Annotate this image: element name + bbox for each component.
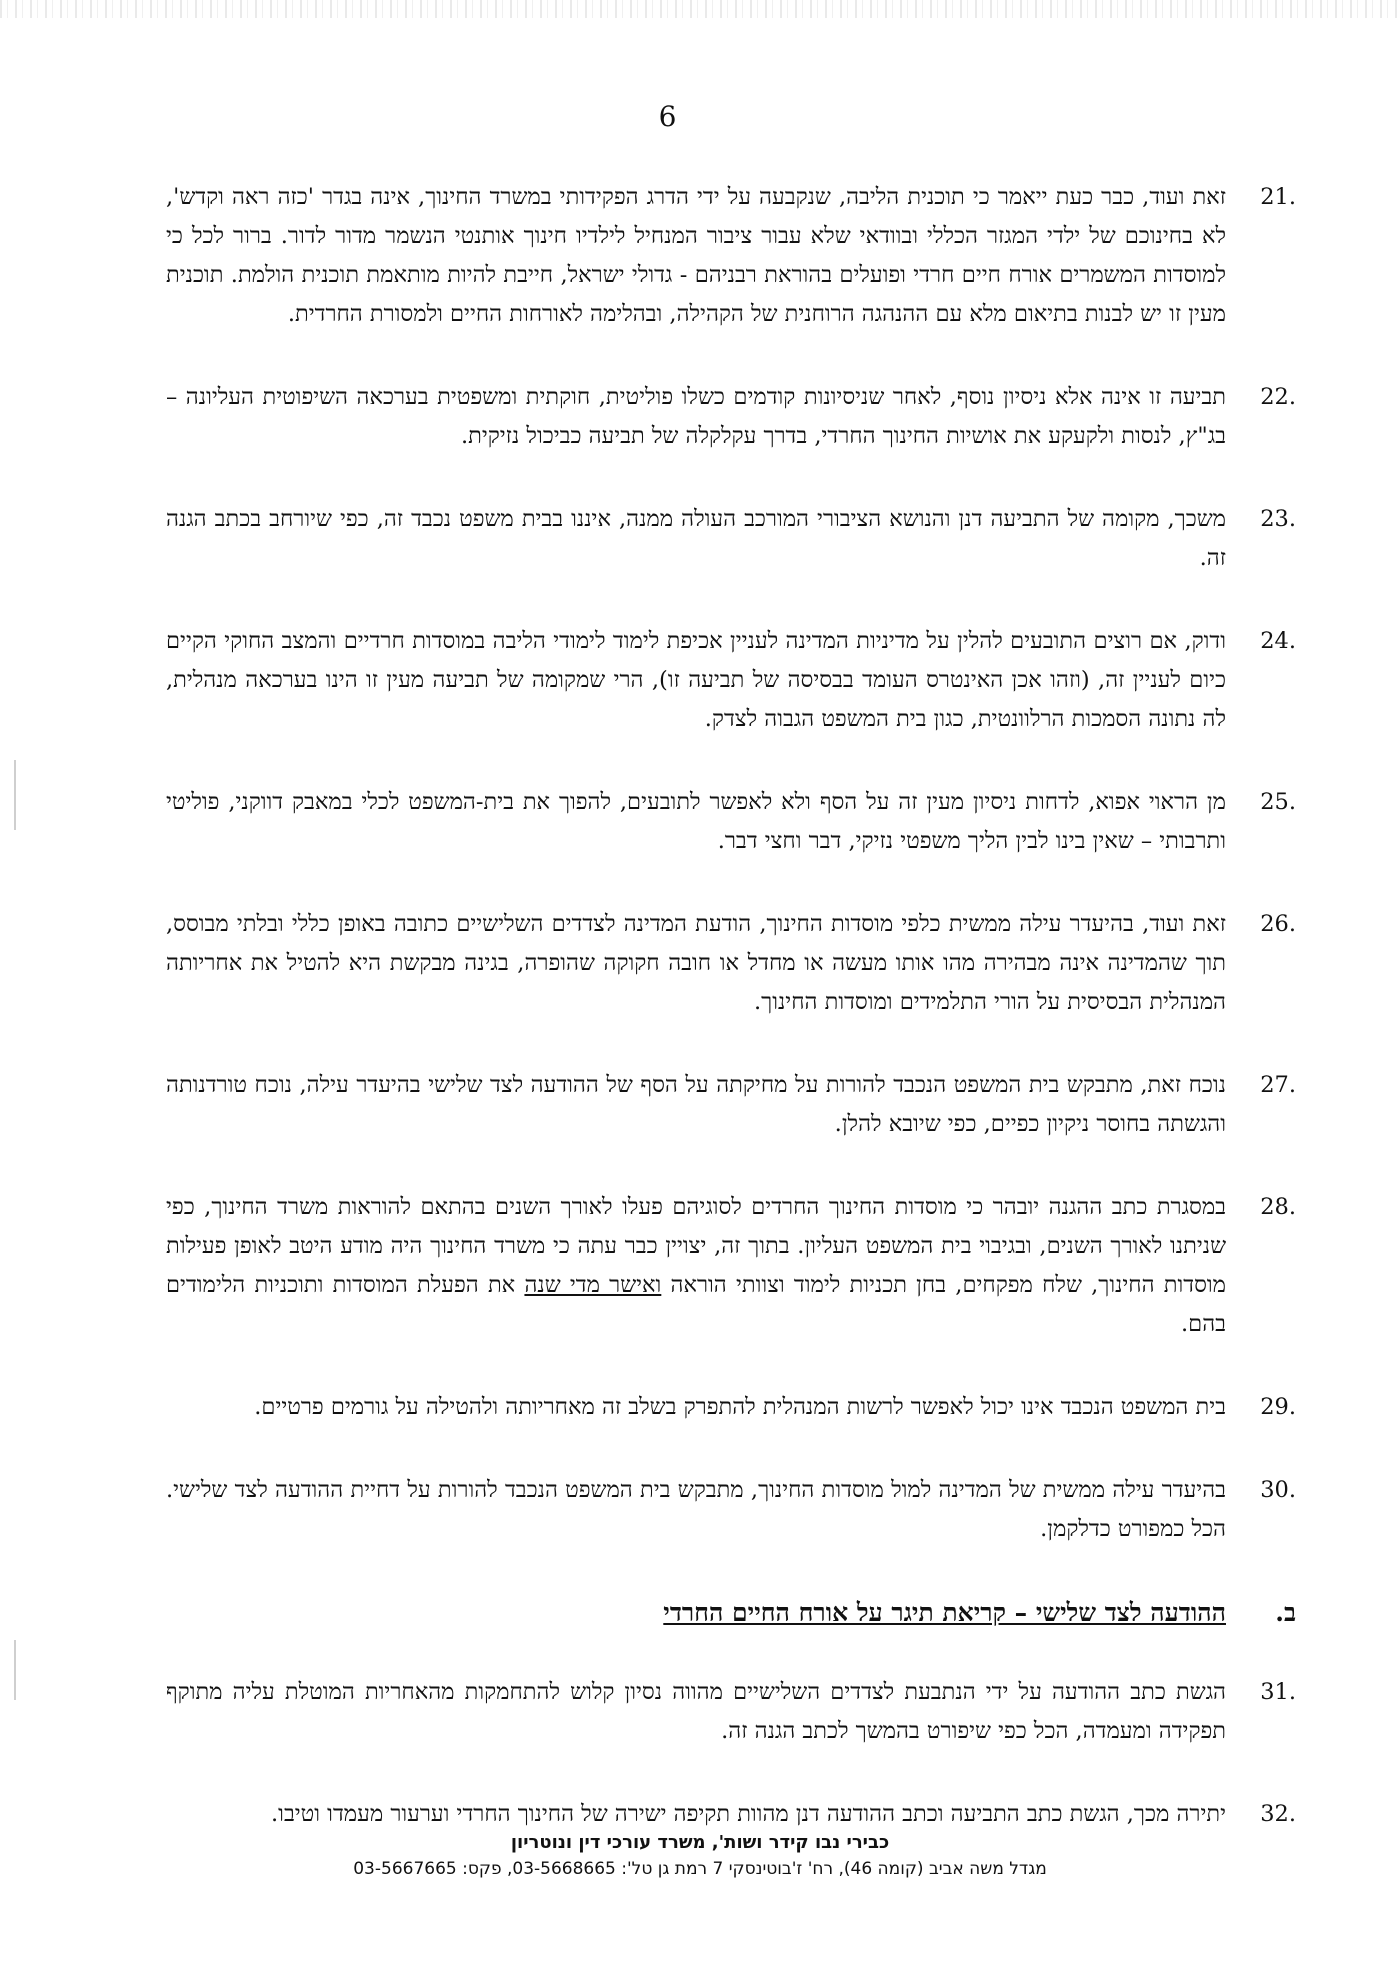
paragraph-number: 22. xyxy=(1260,384,1296,410)
paragraph-text-continued: את הפעלת המוסדות ותוכניות הלימודים בהם. xyxy=(166,1272,1226,1337)
paragraph-number: 31. xyxy=(1260,1679,1296,1705)
paragraph-number: 25. xyxy=(1260,789,1296,815)
paragraph-number: 29. xyxy=(1260,1394,1296,1420)
paragraph-text: הגשת כתב ההודעה על ידי הנתבעת לצדדים השלישיים מהווה נסיון קלוש להתחמקות מהאחריות המוטלת עליה מתוקף תפקידה ומעמדה, הכל כפי שיפורט בהמשך לכתב הגנה זה. xyxy=(166,1679,1226,1744)
paragraph-text: תביעה זו אינה אלא ניסיון נוסף, לאחר שניסיונות קודמים כשלו פוליטית, חוקתית ומשפטית בערכאה השיפוטית העליונה – בג"ץ, לנסות ולקעקע את אושיות החינוך החרדי, בדרך עקלקלה של תביעה כביכול נזיקית. xyxy=(166,384,1226,449)
scan-margin-mark xyxy=(14,1640,16,1700)
underlined-phrase: ואישר מדי שנה xyxy=(524,1272,662,1298)
paragraph-number: 32. xyxy=(1260,1801,1296,1827)
paragraph-number: 23. xyxy=(1260,506,1296,532)
paragraph-27 xyxy=(166,1066,1296,1144)
paragraph-29 xyxy=(166,1388,1296,1427)
paragraph-text: ודוק, אם רוצים התובעים להלין על מדיניות המדינה לעניין אכיפת לימוד לימודי הליבה במוסדות חרדיים והמצב החוקי הקיים כיום לעניין זה, (וזהו אכן האינטרס העומד בבסיסה של תביעה זו), הרי שמקומה של תביעה מעין זו הינו בערכאה מנהלית, לה נתונה הסמכות הרלוונטית, כגון בית המשפט הגבוה לצדק. xyxy=(166,628,1226,732)
paragraph-number: 30. xyxy=(1260,1477,1296,1503)
paragraph-text: בהיעדר עילה ממשית של המדינה למול מוסדות החינוך, מתבקש בית המשפט הנכבד להורות על דחיית ההודעה לצד שלישי. הכל כמפורט כדלקמן. xyxy=(166,1477,1226,1542)
section-heading-b xyxy=(166,1593,1296,1633)
paragraph-30 xyxy=(166,1471,1296,1549)
paragraph-32 xyxy=(166,1795,1296,1834)
paragraph-text: זאת ועוד, כבר כעת ייאמר כי תוכנית הליבה, שנקבעה על ידי הדרג הפקידותי במשרד החינוך, אינה בגדר 'כזה ראה וקדש', לא בחינוכם של ילדי המגזר הכללי ובוודאי שלא עבור ציבור המנחיל לילדיו חינוך אותנטי הנשמר מדור לדור. ברור לכל כי למוסדות המשמרים אורח חיים חרדי ופועלים בהוראת רבניהם - גדולי ישראל, חייבת להיות מותאמת תוכנית הולמת. תוכנית מעין זו יש לבנות בתיאום מלא עם ההנהגה הרוחנית של הקהילה, ובהלימה לאורחות החיים ולמסורת החרדית. xyxy=(166,184,1226,327)
paragraph-26 xyxy=(166,905,1296,1022)
scan-margin-mark xyxy=(14,760,16,830)
footer-address: מגדל משה אביב (קומה 46), רח' ז'בוטינסקי 7 רמת גן טל': 03-5668665, פקס: 03-5667665 xyxy=(353,1859,1047,1879)
section-letter: ב. xyxy=(1275,1598,1296,1627)
paragraph-text: נוכח זאת, מתבקש בית המשפט הנכבד להורות על מחיקתה על הסף של ההודעה לצד שלישי בהיעדר עילה, נוכח טורדנותה והגשתה בחוסר ניקיון כפיים, כפי שיובא להלן. xyxy=(166,1072,1226,1137)
paragraph-28 xyxy=(166,1188,1296,1344)
paragraph-number: 26. xyxy=(1260,911,1296,937)
paragraph-text: בית המשפט הנכבד אינו יכול לאפשר לרשות המנהלית להתפרק בשלב זה מאחריותה ולהטילה על גורמים פרטיים. xyxy=(254,1394,1226,1420)
page-number: 6 xyxy=(658,100,677,133)
paragraph-number: 24. xyxy=(1260,628,1296,654)
paragraph-22 xyxy=(166,378,1296,456)
paragraph-number: 27. xyxy=(1260,1072,1296,1098)
document-body xyxy=(166,178,1296,1878)
section-title: ההודעה לצד שלישי – קריאת תיגר על אורח החיים החרדי xyxy=(663,1598,1226,1627)
paragraph-text: משכך, מקומה של התביעה דנן והנושא הציבורי המורכב העולה ממנה, איננו בבית משפט נכבד זה, כפי שיורחב בכתב הגנה זה. xyxy=(166,506,1226,571)
paragraph-21 xyxy=(166,178,1296,334)
page-footer xyxy=(0,1830,1400,1882)
paragraph-25 xyxy=(166,783,1296,861)
paragraph-text: במסגרת כתב ההגנה יובהר כי מוסדות החינוך החרדים לסוגיהם פעלו לאורך השנים בהתאם להוראות משרד החינוך, כפי שניתנו לאורך השנים, ובגיבוי בית המשפט העליון. בתוך זה, יצויין כבר עתה כי משרד החינוך היה מודע היטב לאופן פעילות מוסדות החינוך, שלח מפקחים, בחן תכניות לימוד וצוותי הוראה xyxy=(166,1194,1226,1298)
paragraph-31 xyxy=(166,1673,1296,1751)
paragraph-text: זאת ועוד, בהיעדר עילה ממשית כלפי מוסדות החינוך, הודעת המדינה לצדדים השלישיים כתובה באופן כללי ובלתי מבוסס, תוך שהמדינה אינה מבהירה מהו אותו מעשה או מחדל או חובה חקוקה שהופרה, בגינה מבקשת היא להטיל את אחריותה המנהלית הבסיסית על הורי התלמידים ומוסדות החינוך. xyxy=(166,911,1226,1015)
paragraph-23 xyxy=(166,500,1296,578)
paragraph-text: יתירה מכך, הגשת כתב התביעה וכתב ההודעה דנן מהוות תקיפה ישירה של החינוך החרדי וערעור מעמדו וטיבו. xyxy=(271,1801,1226,1827)
footer-firm-name: כבירי נבו קידר ושות', משרד עורכי דין ונוטריון xyxy=(510,1832,890,1853)
scan-noise-top xyxy=(0,0,1400,18)
paragraph-text: מן הראוי אפוא, לדחות ניסיון מעין זה על הסף ולא לאפשר לתובעים, להפוך את בית-המשפט לכלי במאבק דווקני, פוליטי ותרבותי – שאין בינו לבין הליך משפטי נזיקי, דבר וחצי דבר. xyxy=(166,789,1226,854)
paragraph-number: 28. xyxy=(1260,1194,1296,1220)
paragraph-number: 21. xyxy=(1260,184,1296,210)
paragraph-24 xyxy=(166,622,1296,739)
